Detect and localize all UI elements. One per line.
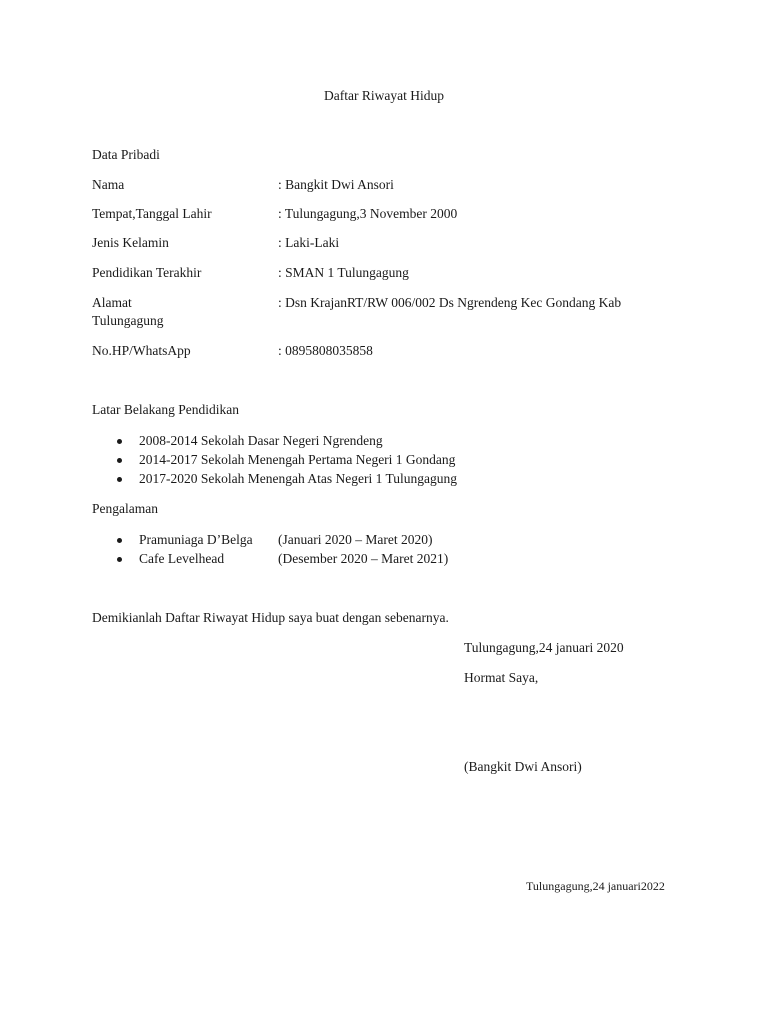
bullet-icon bbox=[117, 458, 122, 463]
bullet-icon bbox=[117, 538, 122, 543]
experience-place: Pramuniaga D’Belga bbox=[139, 532, 253, 547]
experience-place: Cafe Levelhead bbox=[139, 551, 225, 566]
education-item: 2008-2014 Sekolah Dasar Negeri Ngrendeng bbox=[139, 433, 383, 448]
personal-value-gender: : Laki-Laki bbox=[278, 235, 340, 250]
personal-value-education: : SMAN 1 Tulungagung bbox=[278, 265, 409, 280]
closing-statement: Demikianlah Daftar Riwayat Hidup saya buat dengan sebenarnya. bbox=[92, 610, 449, 625]
bullet-icon bbox=[117, 477, 122, 482]
personal-value-phone: : 0895808035858 bbox=[278, 343, 373, 358]
personal-label-education: Pendidikan Terakhir bbox=[92, 265, 202, 280]
personal-label-birth: Tempat,Tanggal Lahir bbox=[92, 206, 212, 221]
personal-heading: Data Pribadi bbox=[92, 147, 160, 162]
experience-period: (Januari 2020 – Maret 2020) bbox=[278, 532, 433, 547]
personal-value-birth: : Tulungagung,3 November 2000 bbox=[278, 206, 458, 221]
personal-value-name: : Bangkit Dwi Ansori bbox=[278, 177, 394, 192]
personal-label-phone: No.HP/WhatsApp bbox=[92, 343, 191, 358]
personal-value-address: : Dsn KrajanRT/RW 006/002 Ds Ngrendeng Kec Gondang Kab bbox=[278, 295, 622, 310]
personal-label-address: Alamat bbox=[92, 295, 132, 310]
education-item: 2014-2017 Sekolah Menengah Pertama Negeri 1 Gondang bbox=[139, 452, 456, 467]
education-heading: Latar Belakang Pendidikan bbox=[92, 402, 239, 417]
personal-value-address-continuation: Tulungagung bbox=[92, 313, 164, 328]
personal-label-gender: Jenis Kelamin bbox=[92, 235, 169, 250]
bullet-icon bbox=[117, 557, 122, 562]
experience-period: (Desember 2020 – Maret 2021) bbox=[278, 551, 449, 566]
signature-place-date: Tulungagung,24 januari 2020 bbox=[464, 640, 624, 655]
personal-label-name: Nama bbox=[92, 177, 125, 192]
bullet-icon bbox=[117, 439, 122, 444]
signature-greeting: Hormat Saya, bbox=[464, 670, 539, 685]
signature-name: (Bangkit Dwi Ansori) bbox=[464, 759, 582, 774]
education-item: 2017-2020 Sekolah Menengah Atas Negeri 1 Tulungagung bbox=[139, 471, 457, 486]
experience-heading: Pengalaman bbox=[92, 501, 158, 516]
document-title: Daftar Riwayat Hidup bbox=[324, 88, 444, 103]
footer-date: Tulungagung,24 januari2022 bbox=[526, 879, 665, 893]
